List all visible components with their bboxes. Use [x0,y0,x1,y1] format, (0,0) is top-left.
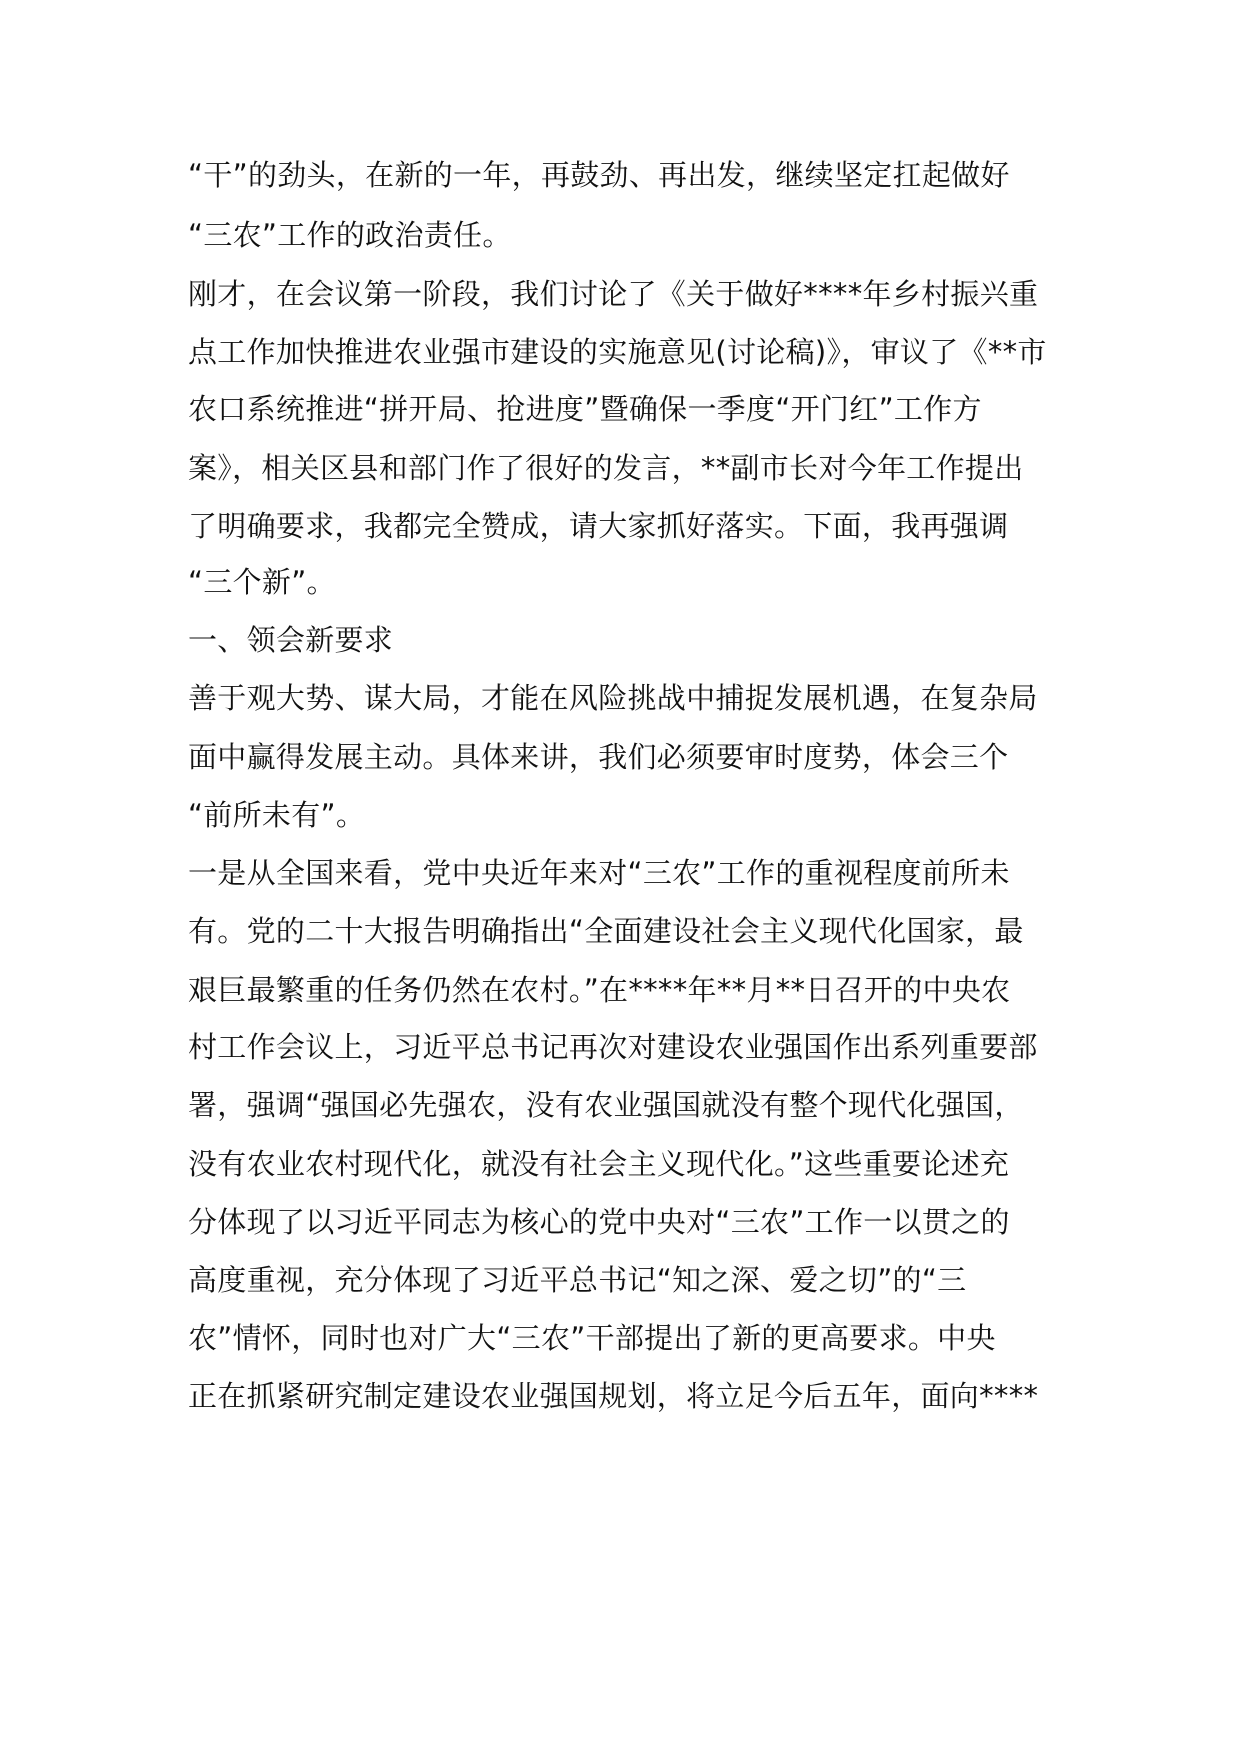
text-line: 正在抓紧研究制定建设农业强国规划，将立足今后五年，面向**** [188,1379,1039,1413]
text-line: 刚才，在会议第一阶段，我们讨论了《关于做好****年乡村振兴重 [188,277,1039,311]
text-line: 善于观大势、谋大局，才能在风险挑战中捕捉发展机遇，在复杂局 [188,681,1038,715]
text-line: “三个新”。 [188,565,336,599]
text-line: 一是从全国来看，党中央近年来对“三农”工作的重视程度前所未 [188,856,1010,890]
text-line: 了明确要求，我都完全赞成，请大家抓好落实。下面，我再强调 [188,509,1009,543]
text-line: 农口系统推进“拼开局、抢进度”暨确保一季度“开门红”工作方 [188,392,982,426]
text-line: 案》，相关区县和部门作了很好的发言，**副市长对今年工作提出 [188,451,1024,485]
text-line: 有。党的二十大报告明确指出“全面建设社会主义现代化国家，最 [188,914,1024,948]
text-line: “三农”工作的政治责任。 [188,218,512,252]
text-line: 艰巨最繁重的任务仍然在农村。”在****年**月**日召开的中央农 [188,973,1011,1007]
text-line: 农”情怀，同时也对广大“三农”干部提出了新的更高要求。中央 [188,1321,996,1355]
section-heading: 一、领会新要求 [188,623,394,657]
text-line: 面中赢得发展主动。具体来讲，我们必须要审时度势，体会三个 [188,740,1009,774]
text-line: 村工作会议上，习近平总书记再次对建设农业强国作出系列重要部 [188,1030,1038,1064]
text-line: 没有农业农村现代化，就没有社会主义现代化。”这些重要论述充 [188,1147,1010,1181]
text-line: “干”的劲头，在新的一年，再鼓劲、再出发，继续坚定扛起做好 [188,158,1010,192]
text-line: 点工作加快推进农业强市建设的实施意见(讨论稿)》，审议了《**市 [188,335,1047,369]
text-line: 高度重视，充分体现了习近平总书记“知之深、爱之切”的“三 [188,1263,967,1297]
text-line: “前所未有”。 [188,798,366,832]
text-line: 分体现了以习近平同志为核心的党中央对“三农”工作一以贯之的 [188,1205,1010,1239]
text-line: 署，强调“强国必先强农，没有农业强国就没有整个现代化强国， [188,1088,1024,1122]
